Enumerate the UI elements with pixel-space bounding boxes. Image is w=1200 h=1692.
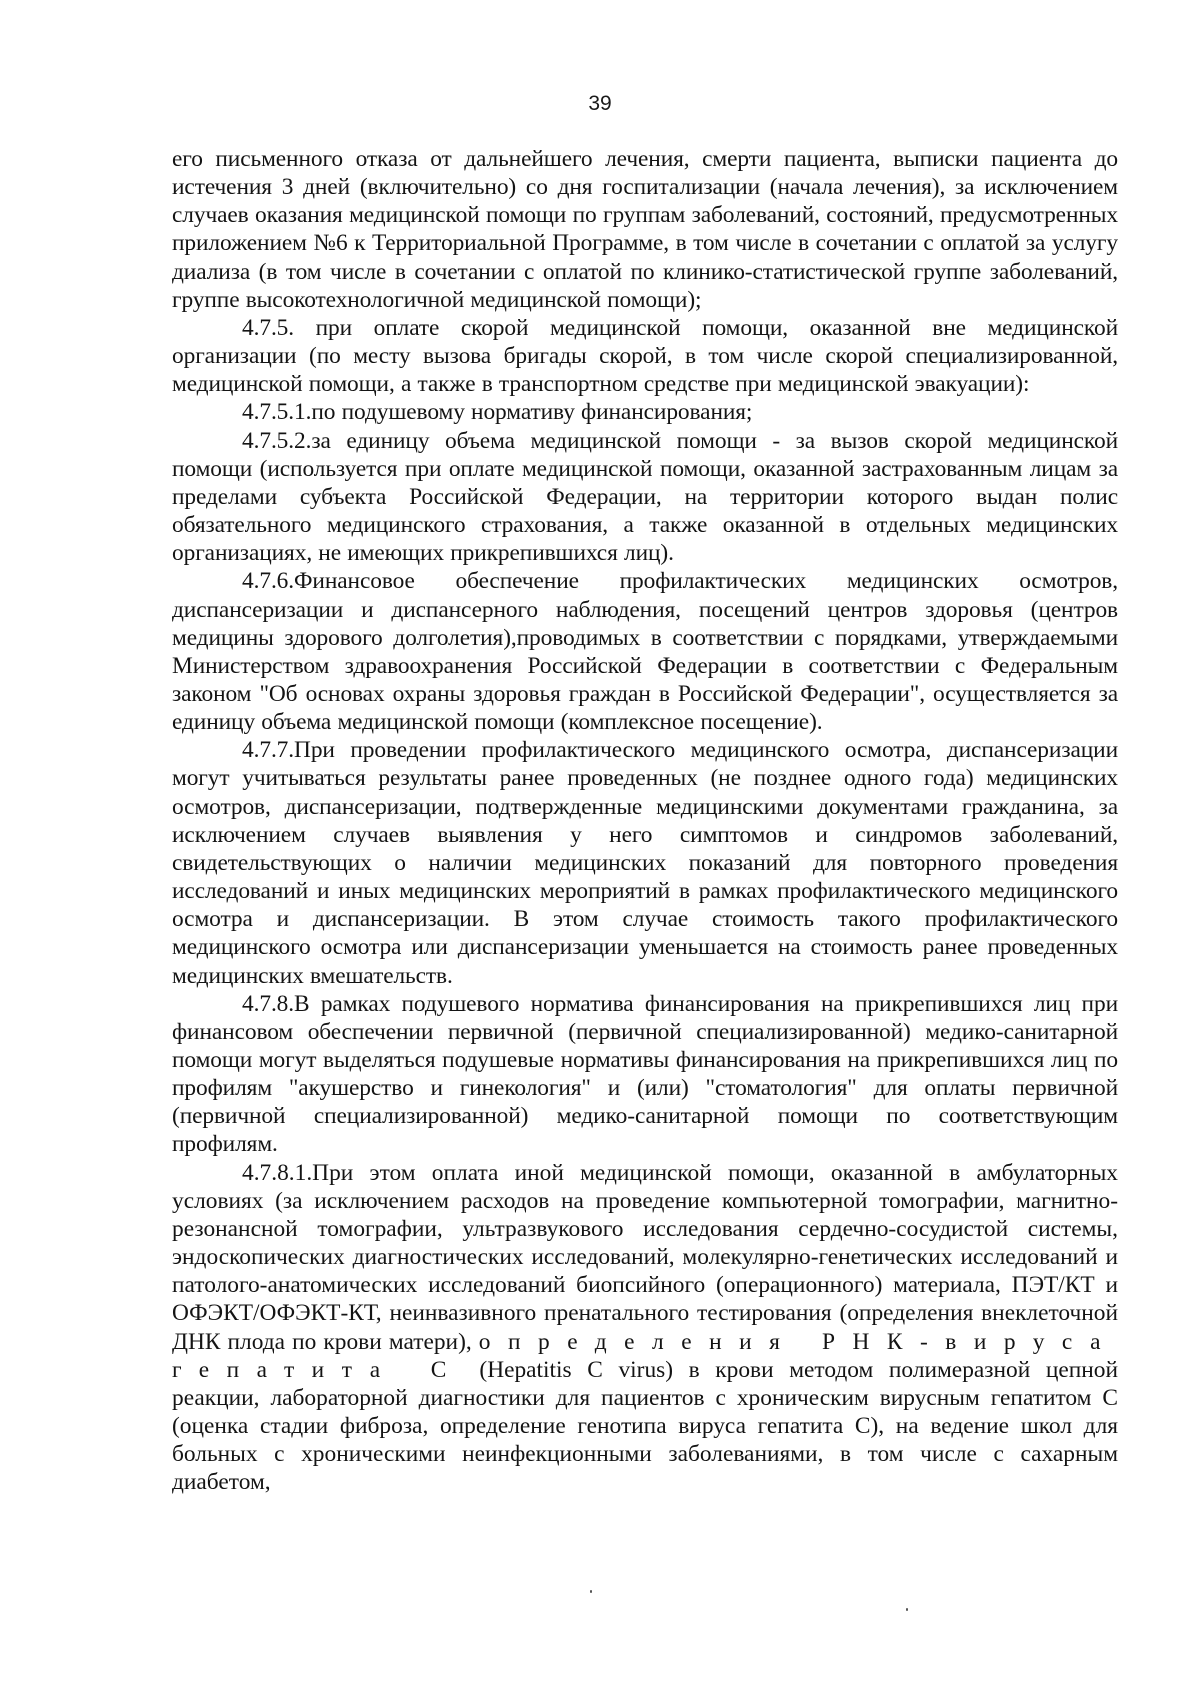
paragraph-4-7-8-1-part-2: (Hepatitis C virus) в крови методом полимеразной цепной реакции, лабораторной диагностики для пациентов с хроническим вирусным гепатитом С (оценка стадии фиброза, определение генотипа вируса гепатита С), на ведение школ для больных с хроническими неинфекционными заболеваниями, в том числе с сахарным диабетом, xyxy=(172,1356,1118,1496)
paragraph-4-7-8: 4.7.8.В рамках подушевого норматива финансирования на прикрепившихся лиц при финансовом обеспечении первичной (первичной специализированной) медико-санитарной помощи могут выделяться подушевые нормативы финансирования на прикрепившихся лиц по профилям "акушерство и гинекология" и (или) "стоматология" для оплаты первичной (первичной специализированной) медико-санитарной помощи по соответствующим профилям. xyxy=(172,990,1118,1158)
paragraph-4-7-7: 4.7.7.При проведении профилактического медицинского осмотра, диспансеризации могут учитываться результаты ранее проведенных (не позднее одного года) медицинских осмотров, диспансеризации, подтвержденные медицинскими документами гражданина, за исключением случаев выявления у него симптомов и синдромов заболеваний, свидетельствующих о наличии медицинских показаний для повторного проведения исследований и иных медицинских мероприятий в рамках профилактического медицинского осмотра и диспансеризации. В этом случае стоимость такого профилактического медицинского осмотра или диспансеризации уменьшается на стоимость ранее проведенных медицинских вмешательств. xyxy=(172,737,1118,989)
paragraph-4-7-5-1: 4.7.5.1.по подушевому нормативу финансирования; xyxy=(242,399,753,426)
body-text xyxy=(172,145,1118,1497)
paragraph-4-7-8-1-part-1: 4.7.8.1.При этом оплата иной медицинской помощи, оказанной в амбулаторных условиях (за исключением расходов на проведение компьютерной томографии, магнитно-резонансной томографии, ультразвукового исследования сердечно-сосудистой системы, эндоскопических диагностических исследований, молекулярно-генетических исследований и патолого-анатомических исследований биопсийного (операционного) материала, ПЭТ/КТ и ОФЭКТ/ОФЭКТ-КТ, неинвазивного пренатального тестирования (определения внеклеточной ДНК плода по крови матери), xyxy=(172,1159,1118,1355)
paragraph-4-7-6: 4.7.6.Финансовое обеспечение профилактических медицинских осмотров, диспансеризации и диспансерного наблюдения, посещений центров здоровья (центров медицины здорового долголетия),проводимых в соответствии с порядками, утверждаемыми Министерством здравоохранения Российской Федерации в соответствии с Федеральным законом "Об основах охраны здоровья граждан в Российской Федерации", осуществляется за единицу объема медицинской помощи (комплексное посещение). xyxy=(172,568,1118,736)
paragraph-continuation: его письменного отказа от дальнейшего лечения, смерти пациента, выписки пациента до истечения 3 дней (включительно) со дня госпитализации (начала лечения), за исключением случаев оказания медицинской помощи по группам заболеваний, состояний, предусмотренных приложением №6 к Территориальной Программе, в том числе в сочетании с оплатой за услугу диализа (в том числе в сочетании с оплатой по клинико-статистической группе заболеваний, группе высокотехнологичной медицинской помощи); xyxy=(172,146,1118,313)
scan-speck xyxy=(906,1608,908,1611)
page-number: 39 xyxy=(588,92,612,115)
paragraph-4-7-5-2: 4.7.5.2.за единицу объема медицинской помощи - за вызов скорой медицинской помощи (используется при оплате медицинской помощи, оказанной застрахованным лицам за пределами субъекта Российской Федерации, на территории которого выдан полис обязательного медицинского страхования, а также оказанной в отдельных медицинских организациях, не имеющих прикрепившихся лиц). xyxy=(172,427,1118,567)
paragraph-4-7-8-1-spaced-text: определения РНК-вируса гепатита С xyxy=(172,1328,1118,1383)
paragraph-4-7-5: 4.7.5. при оплате скорой медицинской помощи, оказанной вне медицинской организации (по месту вызова бригады скорой, в том числе скорой специализированной, медицинской помощи, а также в транспортном средстве при медицинской эвакуации): xyxy=(172,314,1118,398)
scan-speck xyxy=(590,1590,592,1593)
paragraph-4-7-8-1 xyxy=(172,1159,1118,1497)
